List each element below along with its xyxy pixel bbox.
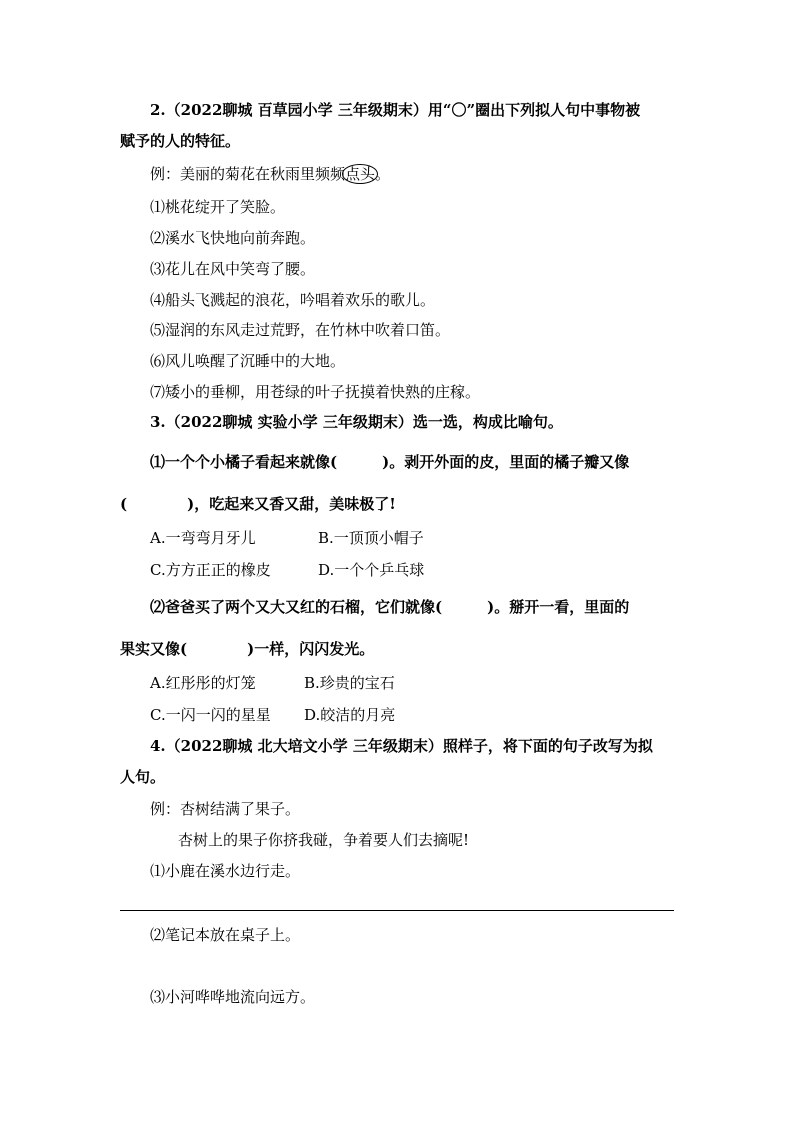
q3-s2-option-b: B.珍贵的宝石 [304,674,395,692]
q2-item: ⑶花儿在风中笑弯了腰。 [150,260,316,278]
q3-s1-option-a: A.一弯弯月牙儿 [150,529,256,547]
q2-example [150,164,390,184]
q2-item: ⑵溪水飞快地向前奔跑。 [150,229,316,247]
q3-s2-option-c: C.一闪一闪的星星 [150,706,271,724]
q2-title-line2: 赋予的人的特征。 [120,132,241,150]
q4-example-original: 例：杏树结满了果子。 [150,800,301,818]
q4-item: ⑶小河哗哗地流向远方。 [150,988,316,1006]
q4-title-line1: 4.（2022聊城 北大培文小学 三年级期末）照样子，将下面的句子改写为拟 [150,737,653,755]
q4-item: ⑴小鹿在溪水边行走。 [150,862,301,880]
q3-title: 3.（2022聊城 实验小学 三年级期末）选一选，构成比喻句。 [150,413,563,431]
answer-line [120,910,674,911]
q2-item: ⑴桃花绽开了笑脸。 [150,198,286,216]
q2-title-line1: 2.（2022聊城 百草园小学 三年级期末）用“〇”圈出下列拟人句中事物被 [150,101,641,119]
q2-item: ⑸湿润的东风走过荒野，在竹林中吹着口笛。 [150,321,451,339]
q3-s2-option-a: A.红彤彤的灯笼 [150,674,256,692]
q3-sentence2-line2: 果实又像( )一样，闪闪发光。 [120,640,375,658]
q3-s1-option-b: B.一顶顶小帽子 [318,529,424,547]
q3-sentence2-line1: ⑵爸爸买了两个又大又红的石榴，它们就像( )。掰开一看，里面的 [150,598,630,616]
q2-example-circled-word: 点头 [342,164,378,184]
q4-example-rewritten: 杏树上的果子你挤我碰，争着要人们去摘呢! [178,831,470,849]
q2-example-suffix: 。 [375,165,391,183]
q3-sentence1-line2: ( )，吃起来又香又甜，美味极了! [120,495,396,513]
q4-item: ⑵笔记本放在桌子上。 [150,926,301,944]
q4-title-line2: 人句。 [120,768,166,786]
q2-item: ⑺矮小的垂柳，用苍绿的叶子抚摸着快熟的庄稼。 [150,383,481,401]
q3-sentence1-line1: ⑴一个个小橘子看起来就像( )。剥开外面的皮，里面的橘子瓣又像 [150,453,630,471]
q3-s2-option-d: D.皎洁的月亮 [304,706,396,724]
q2-example-prefix: 例：美丽的菊花在秋雨里频频 [150,165,346,183]
q2-item: ⑹风儿唤醒了沉睡中的大地。 [150,352,346,370]
q3-s1-option-d: D.一个个乒乓球 [318,561,425,579]
q2-item: ⑷船头飞溅起的浪花，吟唱着欢乐的歌儿。 [150,291,436,309]
q3-s1-option-c: C.方方正正的橡皮 [150,561,271,579]
